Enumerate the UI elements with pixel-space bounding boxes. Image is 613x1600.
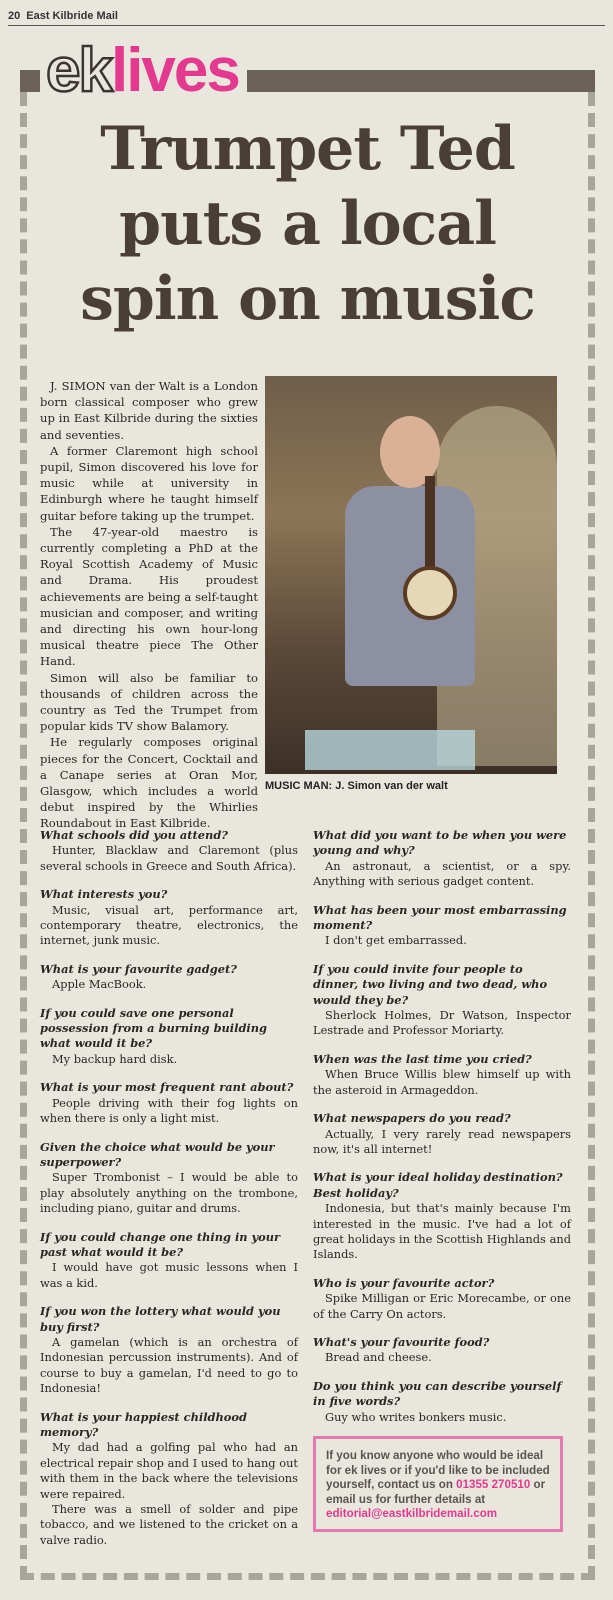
answer-paragraph: An astronaut, a scientist, or a spy. Anything with serious gadget content. (313, 858, 571, 889)
photo-banjo (403, 566, 457, 620)
article-photo (265, 376, 557, 774)
answer-paragraph: A gamelan (which is an orchestra of Indonesian percussion instruments). And of course to buy a gamelan, I'd need to go to Indonesia! (40, 1334, 298, 1396)
qa-column-right (313, 828, 571, 1438)
qa-block (313, 1111, 571, 1157)
answer (313, 859, 571, 890)
qa-block (313, 1052, 571, 1098)
answer-paragraph: Sherlock Holmes, Dr Watson, Inspector Lestrade and Professor Moriarty. (313, 1008, 571, 1038)
qa-block (40, 1410, 298, 1549)
question: What's your favourite food? (313, 1334, 490, 1349)
question: What is your most frequent rant about? (40, 1080, 294, 1095)
answer (40, 1260, 298, 1291)
question: What newspapers do you read? (313, 1111, 511, 1126)
answer (40, 1052, 298, 1067)
section-logo (40, 36, 247, 105)
logo-lives: lives (110, 36, 239, 105)
intro-paragraph: The 47-year-old maestro is currently completing a PhD at the Royal Scottish Academy of Music and Drama. His proudest achievements are being a self-taught musician and composer, and writing and directing his own hour-long musical theatre piece The Other Hand. (40, 524, 258, 669)
answer (313, 1008, 571, 1039)
answer-paragraph: There was a smell of solder and pipe tobacco, and we listened to the cricket on a valve radio. (40, 1502, 298, 1547)
question: If you won the lottery what would you buy first? (40, 1304, 281, 1334)
qa-block (40, 887, 298, 949)
qa-block (40, 1140, 298, 1217)
answer (313, 1201, 571, 1263)
question: When was the last time you cried? (313, 1051, 532, 1066)
answer (313, 1350, 571, 1365)
publication-name: East Kilbride Mail (26, 10, 118, 22)
qa-block (40, 828, 298, 874)
answer (40, 1440, 298, 1548)
answer (40, 903, 298, 949)
question: If you could invite four people to dinner, two living and two dead, who would they be? (313, 961, 548, 1007)
answer-paragraph: Apple MacBook. (52, 977, 147, 992)
qa-block (313, 1170, 571, 1262)
answer (40, 1096, 298, 1127)
qa-block (313, 962, 571, 1039)
headline-line: puts a local (119, 189, 496, 259)
answer-paragraph: My backup hard disk. (52, 1051, 178, 1066)
qa-block (40, 1230, 298, 1292)
question: If you could change one thing in your past what would it be? (40, 1229, 281, 1259)
answer-paragraph: Spike Milligan or Eric Morecambe, or one of the Carry On actors. (313, 1291, 571, 1321)
qa-block (313, 1379, 571, 1425)
intro-paragraph: Simon will also be familiar to thousands of children across the country as Ted the Trumpet from popular kids TV show Balamory. (40, 670, 258, 734)
logo-ek: ek (46, 36, 111, 105)
answer-paragraph: Guy who writes bonkers music. (325, 1409, 507, 1424)
qa-block (313, 828, 571, 890)
intro-paragraph: He regularly composes original pieces for the Concert, Cocktail and a Canape series at Oran Mor, Glasgow, which includes a world debut inspired by the Whirlies Roundabout in East Kilbride. (40, 735, 258, 831)
qa-block (40, 1006, 298, 1068)
question: What schools did you attend? (40, 828, 228, 842)
question: Who is your favourite actor? (313, 1275, 495, 1290)
question: What has been your most embarrassing moment? (313, 902, 567, 933)
answer-paragraph: People driving with their fog lights on when there is only a light mist. (40, 1095, 298, 1126)
photo-figure (325, 416, 495, 736)
answer (40, 843, 298, 874)
question: If you could save one personal possession from a burning building what would it be? (40, 1005, 268, 1051)
answer (40, 1170, 298, 1216)
question: What did you want to be when you were young and why? (313, 828, 567, 858)
answer-paragraph: Music, visual art, performance art, contemporary theatre, electronics, the internet, junk music. (40, 902, 298, 948)
question: What interests you? (40, 887, 168, 902)
headline (30, 112, 585, 337)
photo-caption: MUSIC MAN: J. Simon van der walt (265, 780, 448, 792)
photo-table (305, 730, 475, 770)
answer (313, 1291, 571, 1322)
answer (313, 1127, 571, 1158)
headline-line: spin on music (80, 264, 535, 334)
qa-block (40, 1080, 298, 1126)
answer-paragraph: My dad had a golfing pal who had an electrical repair shop and I used to hang out with them in the back where the televisions were repaired. (40, 1440, 298, 1501)
intro-paragraph: J. SIMON van der Walt is a London born classical composer who grew up in East Kilbride during the sixties and seventies. (40, 379, 258, 442)
answer (40, 977, 298, 992)
qa-block (40, 1304, 298, 1396)
intro-paragraph: A former Claremont high school pupil, Simon discovered his love for music while at university in Edinburgh where he taught himself guitar before taking up the trumpet. (40, 443, 258, 523)
qa-column-left (40, 828, 298, 1561)
qa-block (313, 903, 571, 949)
qa-block (40, 962, 298, 993)
photo-banjo-neck (425, 476, 435, 572)
answer (40, 1335, 298, 1397)
answer-paragraph: When Bruce Willis blew himself up with the asteroid in Armageddon. (313, 1067, 571, 1097)
answer-paragraph: I don't get embarrassed. (325, 933, 467, 948)
promo-email: editorial@eastkilbridemail.com (326, 1507, 498, 1520)
page-number: 20 (8, 10, 21, 22)
question: Given the choice what would be your superpower? (40, 1139, 275, 1169)
qa-block (313, 1276, 571, 1322)
answer-paragraph: Super Trombonist – I would be able to play absolutely anything on the trombone, including piano, guitar and drums. (40, 1170, 298, 1216)
headline-line: Trumpet Ted (100, 114, 515, 184)
answer-paragraph: Hunter, Blacklaw and Claremont (plus several schools in Greece and South Africa). (40, 843, 298, 873)
question: Do you think you can describe yourself in five words? (313, 1378, 562, 1409)
question: What is your ideal holiday destination? Best holiday? (313, 1170, 563, 1200)
answer (313, 1067, 571, 1098)
promo-text: or email us for further details at (326, 1478, 546, 1506)
question: What is your favourite gadget? (40, 961, 237, 976)
answer-paragraph: Bread and cheese. (325, 1350, 432, 1365)
answer-paragraph: Actually, I very rarely read newspapers now, it's all internet! (313, 1126, 571, 1156)
answer-paragraph: Indonesia, but that's mainly because I'm interested in the music. I've had a lot of great holidays in the Scottish Highlands and Islands. (313, 1201, 571, 1262)
answer-paragraph: I would have got music lessons when I was a kid. (40, 1260, 298, 1290)
answer (313, 1410, 571, 1425)
page-folio (8, 6, 605, 26)
promo-text: If you know anyone who would be ideal for ek lives or if you'd like to be included yourself, contact us on (326, 1449, 550, 1491)
contact-promo-box (313, 1436, 563, 1532)
promo-phone: 01355 270510 (456, 1478, 531, 1491)
question: What is your happiest childhood memory? (40, 1409, 247, 1439)
answer (313, 933, 571, 948)
qa-block (313, 1335, 571, 1366)
intro-text (40, 378, 258, 832)
